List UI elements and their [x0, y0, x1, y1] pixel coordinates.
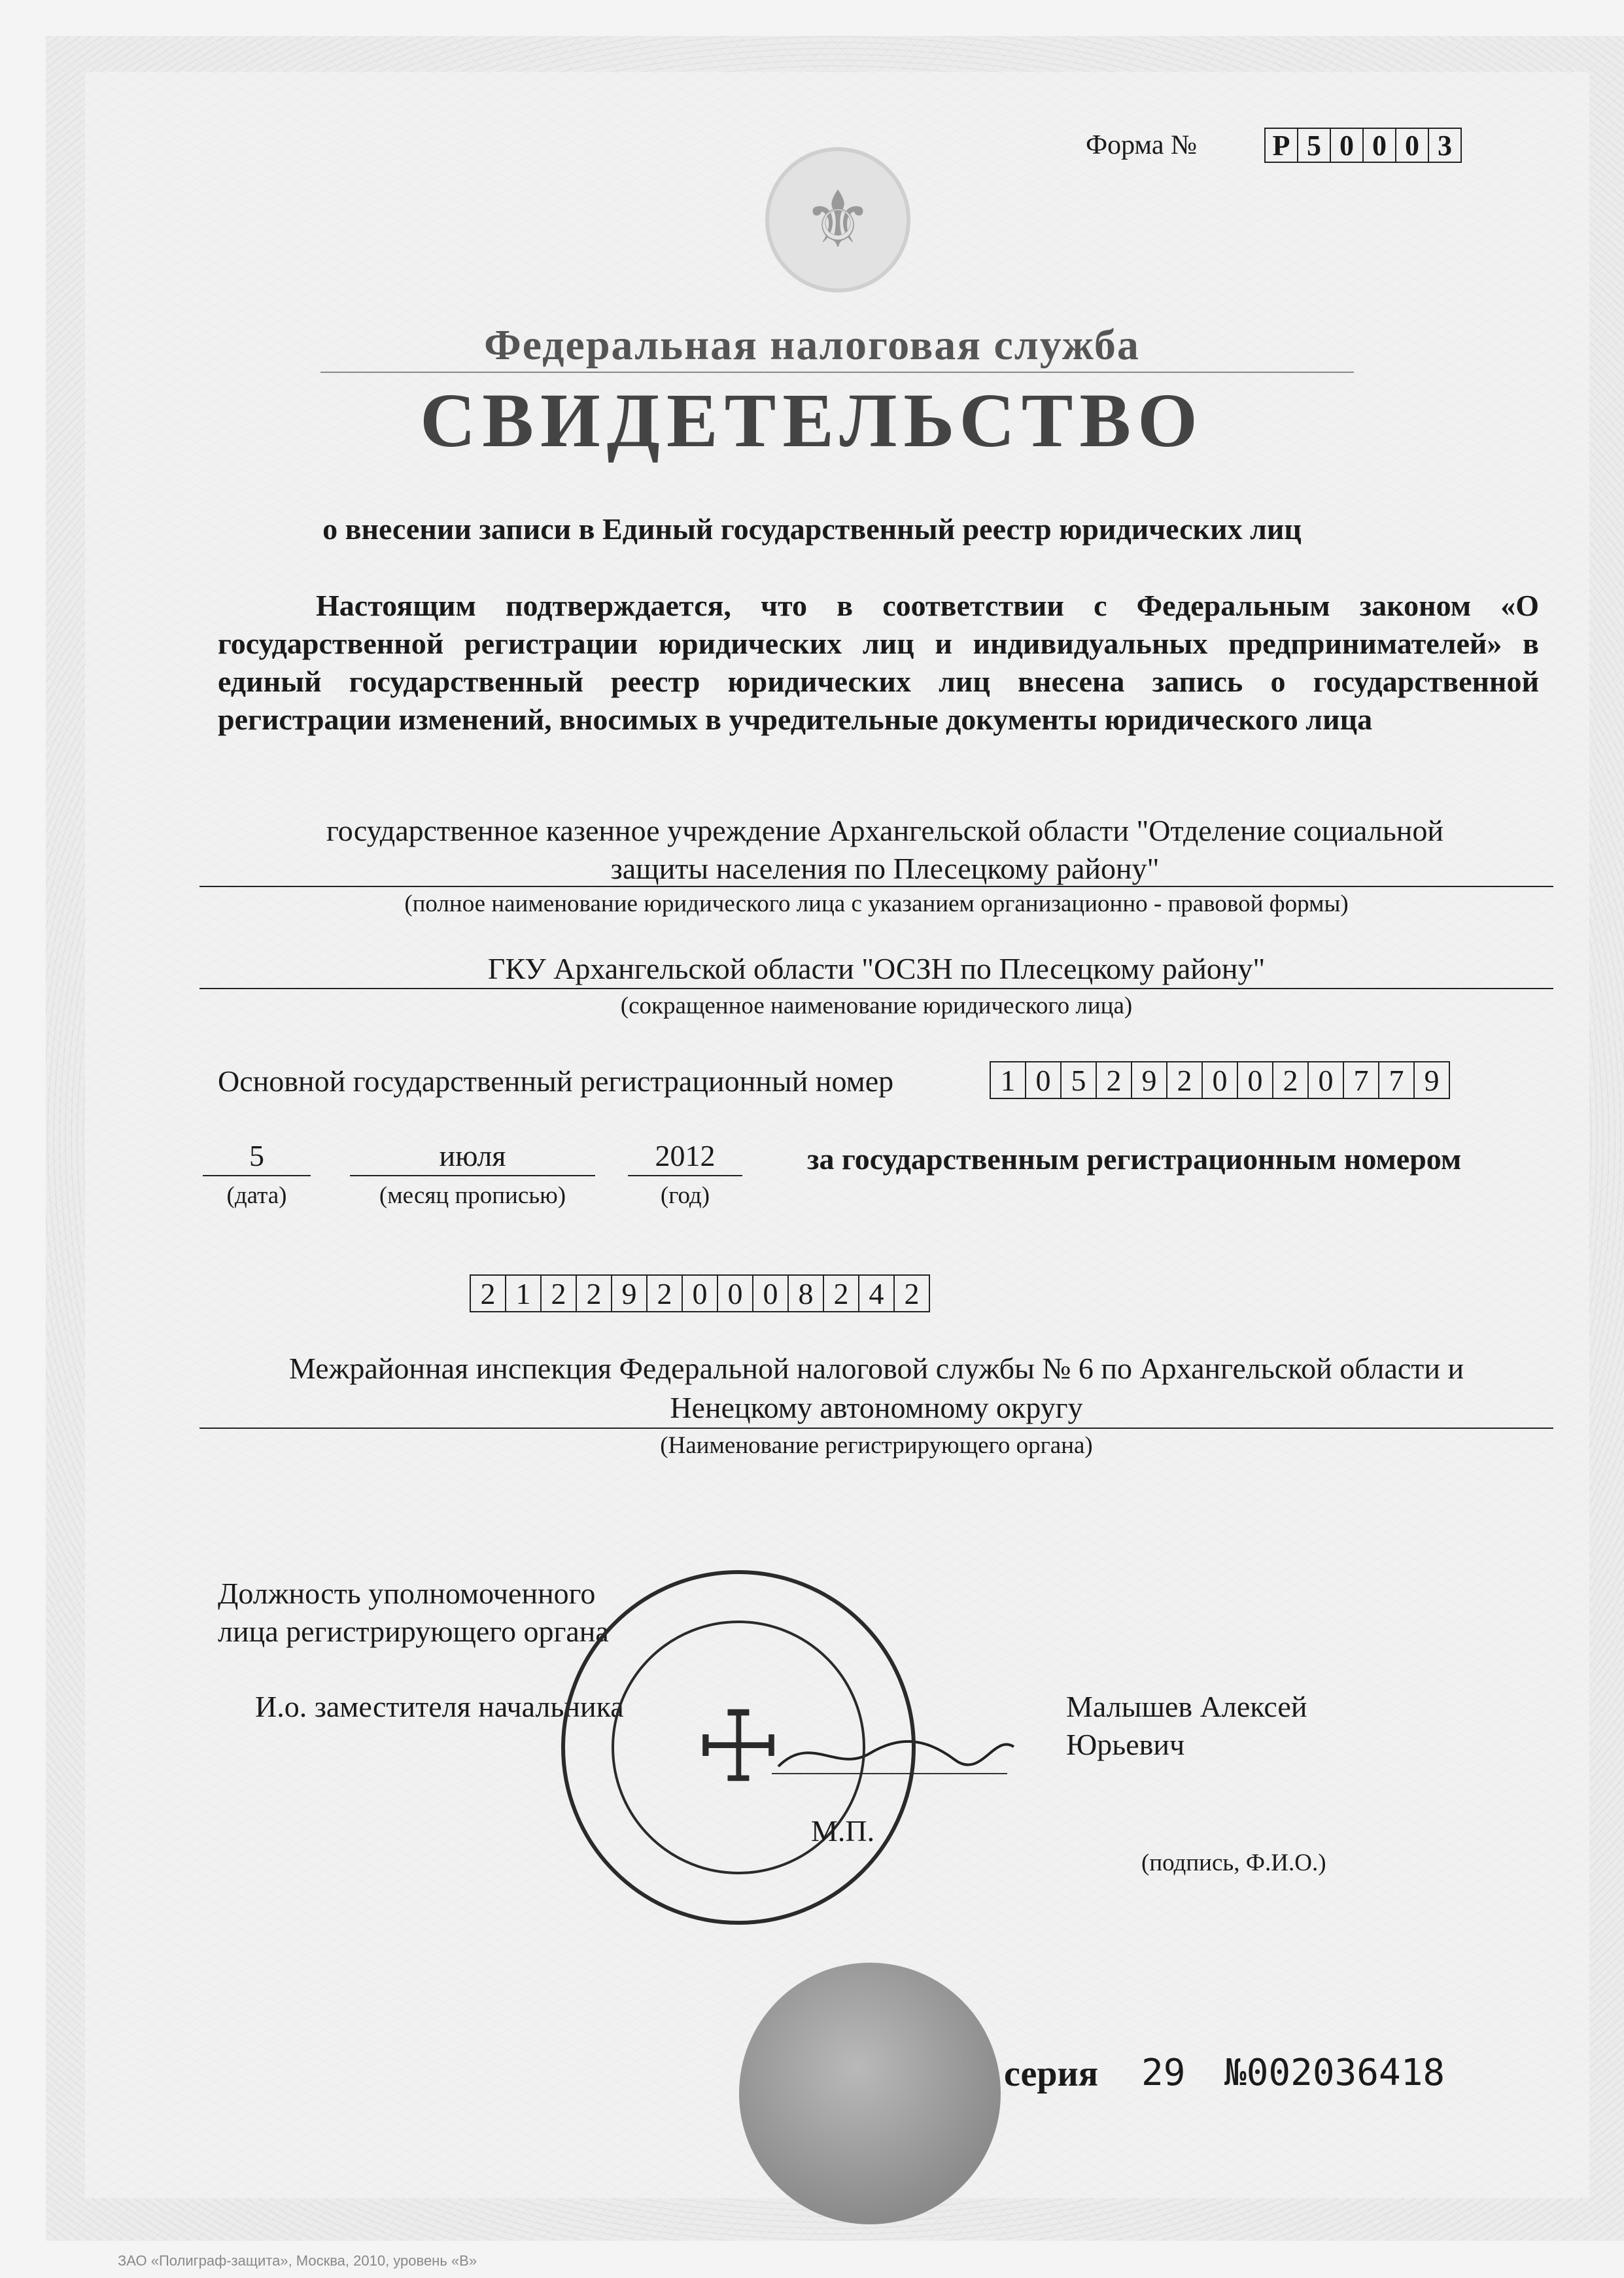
full-name-rule [199, 886, 1553, 887]
signer-name-line2: Юрьевич [1066, 1728, 1185, 1761]
form-code-cell: 0 [1330, 128, 1364, 163]
grn-digit: 9 [611, 1274, 648, 1312]
coat-of-arms-emblem: ⚜ [765, 147, 910, 292]
grn-digit: 2 [470, 1274, 506, 1312]
authority-name-line1: Межрайонная инспекция Федеральной налоговой службы № 6 по Архангельской области и [288, 1352, 1464, 1385]
entity-full-name-line2: защиты населения по Плесецкому району" [610, 852, 1160, 885]
date-year: 2012 [655, 1139, 716, 1172]
date-day: 5 [249, 1139, 264, 1172]
grn-digit: 4 [858, 1274, 895, 1312]
grn-digit: 2 [646, 1274, 683, 1312]
ogrn-digit: 2 [1166, 1061, 1203, 1099]
grn-digit: 2 [576, 1274, 612, 1312]
ogrn-label: Основной государственный регистрационный номер [218, 1064, 894, 1098]
agency-name: Федеральная налоговая служба [484, 321, 1140, 369]
position-label-line1: Должность уполномоченного [218, 1577, 596, 1610]
ogrn-digit: 2 [1272, 1061, 1309, 1099]
form-number-label: Форма № [1086, 130, 1198, 160]
date-year-caption: (год) [660, 1182, 710, 1209]
signer-position: И.о. заместителя начальника [255, 1690, 624, 1723]
form-code-cell: 5 [1297, 128, 1331, 163]
authority-caption: (Наименование регистрирующего органа) [660, 1432, 1093, 1459]
grn-digit: 1 [505, 1274, 542, 1312]
signature-caption: (подпись, Ф.И.О.) [1141, 1849, 1326, 1876]
series-label: серия [1004, 2054, 1099, 2094]
authority-rule [199, 1428, 1553, 1429]
reg-number-label: за государственным регистрационным номером [807, 1142, 1462, 1176]
mp-label: М.П. [811, 1814, 875, 1848]
entity-full-name-line1: государственное казенное учреждение Архангельской области "Отделение социальной [326, 814, 1443, 847]
date-month-caption: (месяц прописью) [379, 1182, 566, 1209]
ogrn-digit: 7 [1378, 1061, 1415, 1099]
grn-digit: 0 [752, 1274, 789, 1312]
position-label-line2: лица регистрирующего органа [218, 1615, 609, 1648]
ogrn-digit: 1 [990, 1061, 1026, 1099]
form-number-boxes [1266, 128, 1462, 163]
grn-digit: 0 [682, 1274, 718, 1312]
ogrn-digit: 5 [1060, 1061, 1097, 1099]
ogrn-digit: 0 [1307, 1061, 1344, 1099]
form-code-cell: 0 [1362, 128, 1396, 163]
date-month: июля [439, 1139, 506, 1172]
ogrn-digit: 0 [1025, 1061, 1062, 1099]
ogrn-digit: 9 [1131, 1061, 1167, 1099]
agency-underline [320, 372, 1354, 373]
form-code-cell: 3 [1428, 128, 1462, 163]
short-name-rule [199, 988, 1553, 989]
grn-boxes [471, 1274, 930, 1312]
serial-number: №002036418 [1224, 2052, 1445, 2094]
date-day-rule [203, 1175, 311, 1176]
document-subtitle: о внесении записи в Единый государственный реестр юридических лиц [322, 512, 1302, 546]
ogrn-digit: 2 [1096, 1061, 1132, 1099]
series-number: 29 [1141, 2052, 1186, 2094]
ogrn-digit: 9 [1413, 1061, 1450, 1099]
document-title: СВИДЕТЕЛЬСТВО [420, 377, 1204, 463]
form-code-cell: 0 [1395, 128, 1429, 163]
form-code-cell: Р [1264, 128, 1298, 163]
date-day-caption: (дата) [226, 1182, 287, 1209]
grn-digit: 0 [717, 1274, 753, 1312]
signer-name-line1: Малышев Алексей [1066, 1690, 1307, 1723]
short-name-caption: (сокращенное наименование юридического лица) [620, 992, 1133, 1019]
confirmation-paragraph: Настоящим подтверждается, что в соответствии с Федеральным законом «О государственной регистрации юридических лиц и индивидуальных предпринимателей» в единый государственный реестр юридических лиц внесена запись о государственной регистрации изменений, вносимых в учредительные документы юридического лица [218, 589, 1539, 736]
grn-digit: 2 [540, 1274, 577, 1312]
entity-short-name: ГКУ Архангельской области "ОСЗН по Плесецкому району" [487, 952, 1266, 985]
full-name-caption: (полное наименование юридического лица с указанием организационно - правовой формы) [404, 890, 1349, 917]
grn-digit: 2 [823, 1274, 859, 1312]
stamp-emblem-icon: ☩ [612, 1621, 865, 1874]
grn-digit: 8 [787, 1274, 824, 1312]
ogrn-boxes [991, 1061, 1450, 1099]
ogrn-digit: 7 [1343, 1061, 1379, 1099]
grn-digit: 2 [893, 1274, 930, 1312]
date-month-rule [350, 1175, 595, 1176]
printer-imprint: ЗАО «Полиграф-защита», Москва, 2010, уровень «В» [118, 2252, 477, 2269]
authority-name-line2: Ненецкому автономному округу [670, 1391, 1083, 1424]
ogrn-digit: 0 [1237, 1061, 1273, 1099]
date-year-rule [628, 1175, 742, 1176]
official-stamp [561, 1570, 916, 1925]
ogrn-digit: 0 [1201, 1061, 1238, 1099]
hologram-seal [739, 1963, 1001, 2224]
